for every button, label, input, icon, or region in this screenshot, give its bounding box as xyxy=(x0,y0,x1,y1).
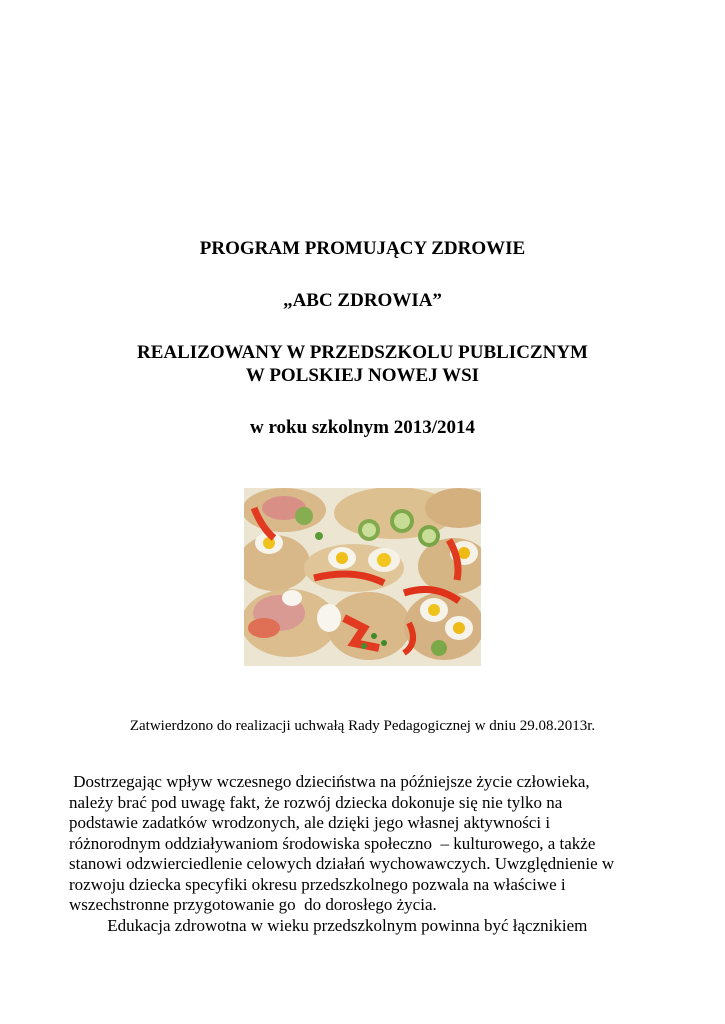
body-line: wszechstronne przygotowanie go do dorosłego życia. xyxy=(69,895,437,914)
title-line-2: „ABC ZDROWIA” xyxy=(283,290,442,311)
body-line: należy brać pod uwagę fakt, że rozwój dziecka dokonuje się nie tylko na xyxy=(69,792,563,812)
title-line-5: w roku szkolnym 2013/2014 xyxy=(249,417,476,438)
body-line: Dostrzegając wpływ wczesnego dzieciństwa na późniejsze życie człowieka, xyxy=(69,772,590,791)
body-line: różnorodnym oddziaływaniom środowiska społeczno – kulturowego, a także xyxy=(69,833,596,853)
sandwiches-photo xyxy=(244,488,481,666)
title-line-3: REALIZOWANY W PRZEDSZKOLU PUBLICZNYM xyxy=(137,342,588,363)
body-line: Edukacja zdrowotna w wieku przedszkolnym powinna być łącznikiem xyxy=(69,915,588,935)
title-line-4: W POLSKIEJ NOWEJ WSI xyxy=(245,365,480,386)
approval-note: Zatwierdzono do realizacji uchwałą Rady Pedagogicznej w dniu 29.08.2013r. xyxy=(129,718,596,734)
body-line: stanowi odzwierciedlenie celowych działań wychowawczych. Uwzględnienie w xyxy=(69,854,615,873)
body-line: podstawie zadatków wrodzonych, ale dzięki jego własnej aktywności i xyxy=(69,813,551,832)
title-line-1: PROGRAM PROMUJĄCY ZDROWIE xyxy=(199,238,526,259)
body-text xyxy=(69,772,669,936)
body-line: rozwoju dziecka specyfiki okresu przedszkolnego pozwala na właściwe i xyxy=(69,874,566,894)
